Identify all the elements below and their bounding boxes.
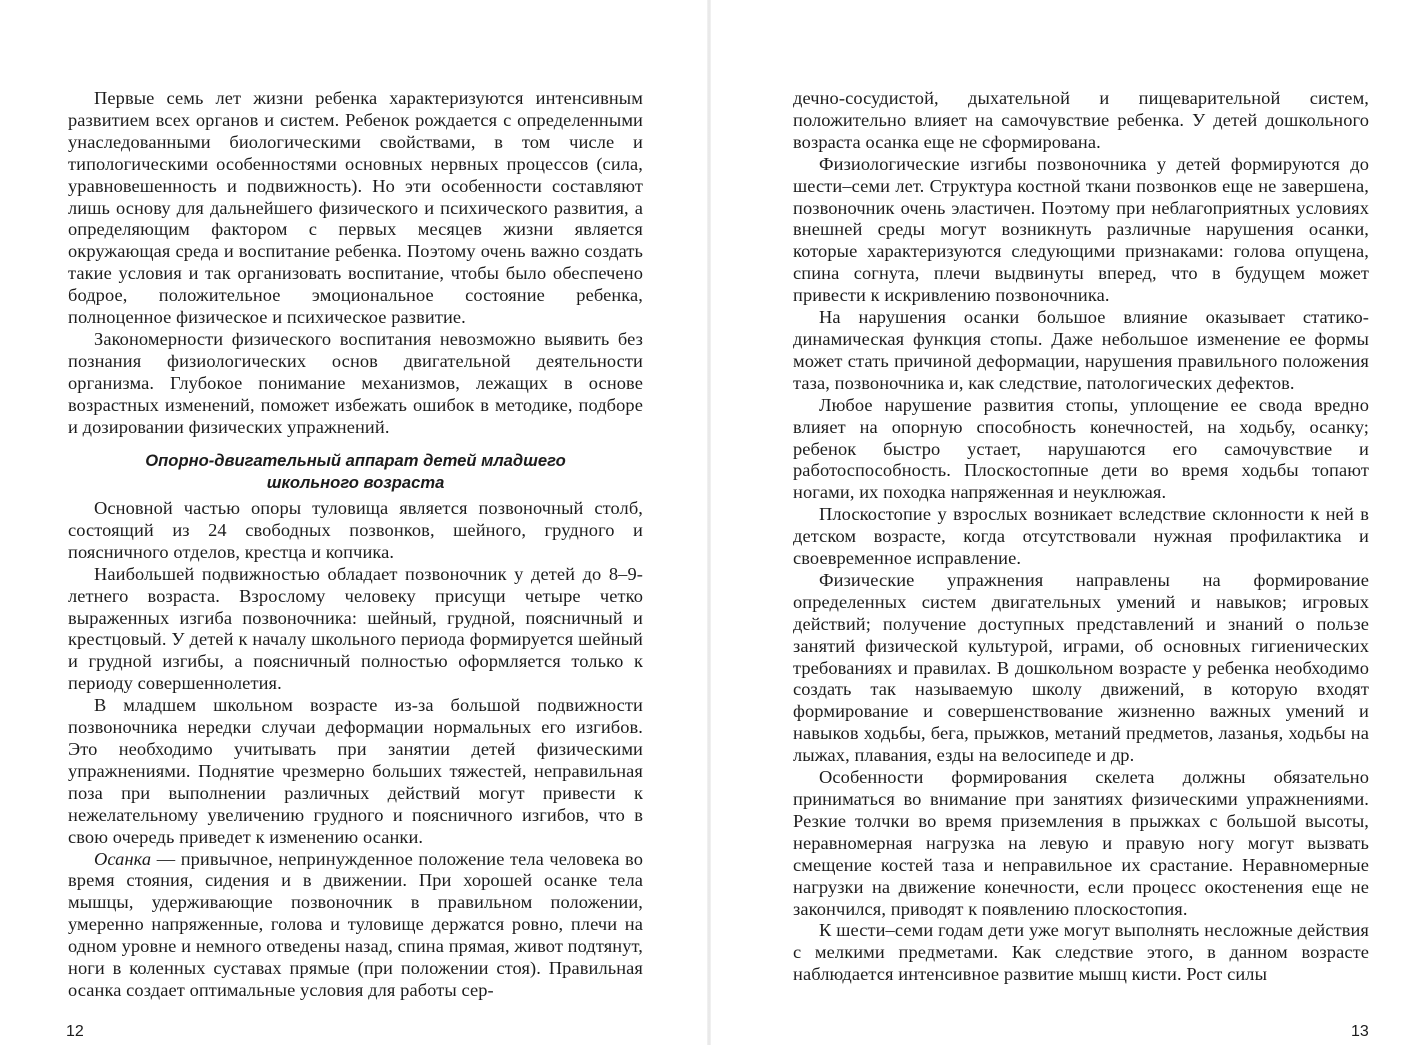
right-page-text [793,88,1369,986]
paragraph: Особенности формирования скелета должны обязательно приниматься во внимание при занятиях физическими упражнениями. Резкие толчки во время приземления в прыжках с большой высоты, неравномерная нагрузка на левую и правую ногу могут вызвать смещение костей таза и неправильное их срастание. Неравномерные нагрузки на движение конечности, если процесс окостенения еще не закончился, приводят к появлению плоскостопия. [793,767,1369,919]
paragraph: Наибольшей подвижностью обладает позвоночник у детей до 8–9-летнего возраста. Взрослому человеку присущи четыре четко выраженных изгиба позвоночника: шейный, грудной, поясничный и крестцовый. У детей к началу школьного периода формируется шейный и грудной изгибы, а поясничный полностью оформляется только к периоду совершеннолетия. [68,563,643,694]
paragraph: В младшем школьном возрасте из-за большой подвижности позвоночника нередки случаи деформации нормальных его изгибов. Это необходимо учитывать при занятии детей физическими упражнениями. Поднятие чрезмерно больших тяжестей, неправильная поза при выполнении различных действий могут привести к нежелательному увеличению грудного и поясничного изгибов, что в свою очередь приведет к изменению осанки. [68,695,643,847]
paragraph: Первые семь лет жизни ребенка характеризуются интенсивным развитием всех органов и систем. Ребенок рождается с определенными унаследованными биологическими свойствами, в том числе и типологическими особенностями основных нервных процессов (сила, уравновешенность и подвижность). Но эти особенности составляют лишь основу для дальнейшего физического и психического развития, а определяющим фактором с первых месяцев жизни является окружающая среда и воспитание ребенка. Поэтому очень важно создать такие условия и так организовать воспитание, чтобы было обеспечено бодрое, положительное эмоциональное состояние ребенка, полноценное физическое и психическое развитие. [68,88,643,328]
left-page-text-bottom [68,498,643,1002]
paragraph: Физические упражнения направлены на формирование определенных систем двигательных умений и навыков; игровых действий; получение доступных представлений и знаний о пользе занятий физической культурой, играми, об основных гигиенических требованиях и правилах. В дошкольном возрасте у ребенка необходимо создать так называемую школу движений, в которую входят формирование и совершенствование жизненно важных умений и навыков ходьбы, бега, прыжков, метаний предметов, лазанья, ходьбы на лыжах, плавания, езды на велосипеде и др. [793,569,1369,766]
paragraph: Физиологические изгибы позвоночника у детей формируются до шести–семи лет. Структура костной ткани позвонков еще не завершена, позвоночник очень эластичен. Поэтому при неблагоприятных условиях внешней среды могут возникнуть различные нарушения осанки, которые характеризуются следующими признаками: голова опущена, спина согнута, плечи выдвинуты вперед, что в будущем может привести к искривлению позвоночника. [793,153,1369,306]
section-heading [68,450,643,494]
left-page-text-top [68,88,643,439]
right-page [710,0,1419,1045]
continued-paragraph: дечно-сосудистой, дыхательной и пищеварительной систем, положительно влияет на самочувствие ребенка. У детей дошкольного возраста осанка еще не сформирована. [793,88,1369,152]
posture-definition: — привычное, непринужденное положение тела человека во время стояния, сидения и в движении. При хорошей осанке тела мышцы, удерживающие позвоночник в правильном положении, умеренно напряженные, голова и туловище держатся ровно, плечи на одном уровне и немного отведены назад, спина прямая, живот подтянут, ноги в коленных суставах прямые (при положении стоя). Правильная осанка создает оптимальные условия для работы сер- [68,848,643,1000]
posture-paragraph [68,849,643,1002]
paragraph: Любое нарушение развития стопы, уплощение ее свода вредно влияет на опорную способность конечностей, на ходьбу, осанку; ребенок быстро устает, нарушаются его самочувствие и работоспособность. Плоскостопные дети во время ходьбы топают ногами, их походка напряженная и неуклюжая. [793,394,1369,503]
left-page [0,0,709,1045]
paragraph: Основной частью опоры туловища является позвоночный столб, состоящий из 24 свободных позвонков, шейного, грудного и поясничного отделов, крестца и копчика. [68,498,643,562]
paragraph: На нарушения осанки большое влияние оказывает статико-динамическая функция стопы. Даже небольшое изменение ее формы может стать причиной деформации, нарушения правильного положения таза, позвоночника и, как следствие, патологических дефектов. [793,307,1369,393]
page-number: 13 [1351,1023,1369,1040]
paragraph: К шести–семи годам дети уже могут выполнять несложные действия с мелкими предметами. Как следствие этого, в данном возрасте наблюдается интенсивное развитие мышц кисти. Рост силы [793,920,1369,985]
section-heading-line-1: Опорно-двигательный аппарат детей младшего [145,451,566,470]
paragraph: Закономерности физического воспитания невозможно выявить без познания физиологических основ двигательной деятельности организма. Глубокое понимание механизмов, лежащих в основе возрастных изменений, поможет избежать ошибок в методике, подборе и дозировании физических упражнений. [68,328,643,437]
page-number: 12 [66,1023,84,1040]
section-heading-line-2: школьного возраста [266,473,445,492]
posture-term: Осанка [94,848,152,869]
paragraph: Плоскостопие у взрослых возникает вследствие склонности к ней в детском возрасте, когда отсутствовали нужная профилактика и своевременное исправление. [793,504,1369,569]
